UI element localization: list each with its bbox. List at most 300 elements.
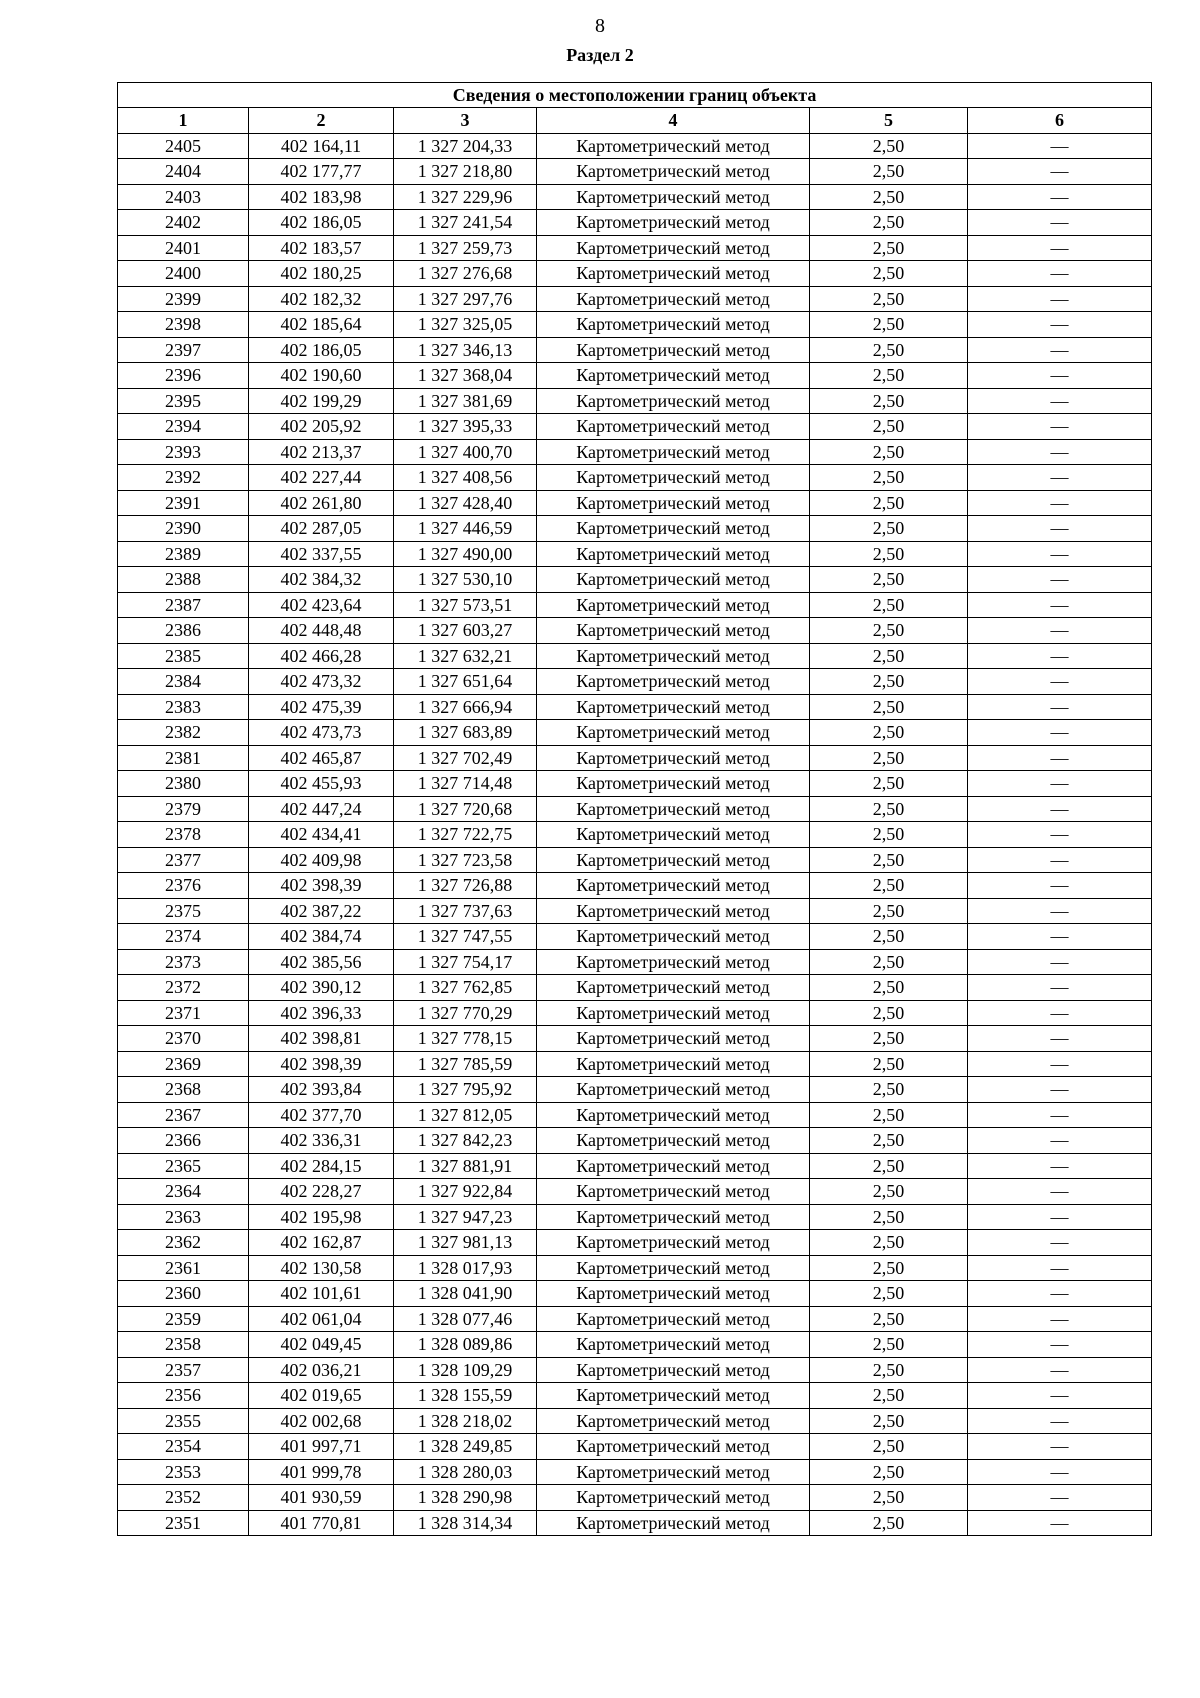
cell-point-number: 2388 bbox=[118, 567, 249, 593]
cell-point-number: 2378 bbox=[118, 822, 249, 848]
cell-point-number: 2400 bbox=[118, 261, 249, 287]
cell-note: — bbox=[968, 1357, 1152, 1383]
cell-accuracy: 2,50 bbox=[810, 1255, 968, 1281]
cell-coord-x: 402 195,98 bbox=[249, 1204, 394, 1230]
cell-coord-y: 1 327 276,68 bbox=[394, 261, 537, 287]
cell-coord-x: 402 398,81 bbox=[249, 1026, 394, 1052]
cell-accuracy: 2,50 bbox=[810, 924, 968, 950]
cell-accuracy: 2,50 bbox=[810, 541, 968, 567]
cell-method: Картометрический метод bbox=[537, 1408, 810, 1434]
cell-point-number: 2376 bbox=[118, 873, 249, 899]
cell-coord-y: 1 327 754,17 bbox=[394, 949, 537, 975]
table-row bbox=[118, 669, 1152, 695]
column-header-2: 2 bbox=[249, 108, 394, 134]
table-row bbox=[118, 1510, 1152, 1536]
cell-accuracy: 2,50 bbox=[810, 771, 968, 797]
cell-point-number: 2381 bbox=[118, 745, 249, 771]
table-row bbox=[118, 1459, 1152, 1485]
table-row bbox=[118, 414, 1152, 440]
cell-accuracy: 2,50 bbox=[810, 388, 968, 414]
cell-point-number: 2361 bbox=[118, 1255, 249, 1281]
cell-coord-x: 402 002,68 bbox=[249, 1408, 394, 1434]
cell-point-number: 2370 bbox=[118, 1026, 249, 1052]
cell-coord-y: 1 327 981,13 bbox=[394, 1230, 537, 1256]
cell-point-number: 2351 bbox=[118, 1510, 249, 1536]
section-title: Раздел 2 bbox=[566, 45, 634, 65]
cell-coord-y: 1 328 314,34 bbox=[394, 1510, 537, 1536]
cell-note: — bbox=[968, 439, 1152, 465]
table-row bbox=[118, 1357, 1152, 1383]
cell-note: — bbox=[968, 516, 1152, 542]
table-row bbox=[118, 1332, 1152, 1358]
cell-method: Картометрический метод bbox=[537, 465, 810, 491]
table-row bbox=[118, 133, 1152, 159]
cell-coord-y: 1 328 155,59 bbox=[394, 1383, 537, 1409]
cell-note: — bbox=[968, 1485, 1152, 1511]
cell-method: Картометрический метод bbox=[537, 133, 810, 159]
cell-coord-x: 402 434,41 bbox=[249, 822, 394, 848]
cell-accuracy: 2,50 bbox=[810, 898, 968, 924]
cell-coord-y: 1 327 408,56 bbox=[394, 465, 537, 491]
cell-coord-x: 402 185,64 bbox=[249, 312, 394, 338]
table-row bbox=[118, 210, 1152, 236]
cell-point-number: 2352 bbox=[118, 1485, 249, 1511]
cell-coord-y: 1 327 778,15 bbox=[394, 1026, 537, 1052]
cell-point-number: 2399 bbox=[118, 286, 249, 312]
cell-accuracy: 2,50 bbox=[810, 669, 968, 695]
cell-coord-x: 402 387,22 bbox=[249, 898, 394, 924]
cell-note: — bbox=[968, 1383, 1152, 1409]
cell-accuracy: 2,50 bbox=[810, 465, 968, 491]
cell-method: Картометрический метод bbox=[537, 312, 810, 338]
cell-method: Картометрический метод bbox=[537, 745, 810, 771]
column-header-1: 1 bbox=[118, 108, 249, 134]
table-row bbox=[118, 1383, 1152, 1409]
cell-note: — bbox=[968, 1408, 1152, 1434]
cell-accuracy: 2,50 bbox=[810, 720, 968, 746]
table-row bbox=[118, 1281, 1152, 1307]
cell-method: Картометрический метод bbox=[537, 261, 810, 287]
cell-method: Картометрический метод bbox=[537, 1230, 810, 1256]
cell-note: — bbox=[968, 618, 1152, 644]
cell-point-number: 2373 bbox=[118, 949, 249, 975]
cell-coord-y: 1 327 218,80 bbox=[394, 159, 537, 185]
table-row bbox=[118, 286, 1152, 312]
table-row bbox=[118, 822, 1152, 848]
cell-point-number: 2358 bbox=[118, 1332, 249, 1358]
page-number: 8 bbox=[595, 15, 605, 37]
cell-coord-x: 402 473,73 bbox=[249, 720, 394, 746]
table-row bbox=[118, 771, 1152, 797]
table-row bbox=[118, 1434, 1152, 1460]
table-row bbox=[118, 184, 1152, 210]
cell-point-number: 2401 bbox=[118, 235, 249, 261]
cell-coord-x: 402 213,37 bbox=[249, 439, 394, 465]
cell-coord-x: 402 183,98 bbox=[249, 184, 394, 210]
cell-coord-y: 1 327 573,51 bbox=[394, 592, 537, 618]
cell-method: Картометрический метод bbox=[537, 541, 810, 567]
cell-coord-x: 402 061,04 bbox=[249, 1306, 394, 1332]
cell-accuracy: 2,50 bbox=[810, 1281, 968, 1307]
cell-accuracy: 2,50 bbox=[810, 1153, 968, 1179]
cell-method: Картометрический метод bbox=[537, 567, 810, 593]
cell-note: — bbox=[968, 1128, 1152, 1154]
cell-note: — bbox=[968, 1459, 1152, 1485]
table-row bbox=[118, 1128, 1152, 1154]
cell-method: Картометрический метод bbox=[537, 1434, 810, 1460]
cell-point-number: 2367 bbox=[118, 1102, 249, 1128]
cell-coord-x: 402 287,05 bbox=[249, 516, 394, 542]
cell-note: — bbox=[968, 643, 1152, 669]
cell-method: Картометрический метод bbox=[537, 949, 810, 975]
cell-accuracy: 2,50 bbox=[810, 1026, 968, 1052]
table-row bbox=[118, 1026, 1152, 1052]
cell-coord-x: 401 999,78 bbox=[249, 1459, 394, 1485]
cell-coord-y: 1 327 229,96 bbox=[394, 184, 537, 210]
cell-coord-y: 1 327 720,68 bbox=[394, 796, 537, 822]
cell-coord-y: 1 327 241,54 bbox=[394, 210, 537, 236]
cell-accuracy: 2,50 bbox=[810, 1230, 968, 1256]
cell-note: — bbox=[968, 694, 1152, 720]
cell-point-number: 2374 bbox=[118, 924, 249, 950]
table-row bbox=[118, 745, 1152, 771]
cell-method: Картометрический метод bbox=[537, 1204, 810, 1230]
cell-accuracy: 2,50 bbox=[810, 1434, 968, 1460]
table-row bbox=[118, 1102, 1152, 1128]
cell-point-number: 2393 bbox=[118, 439, 249, 465]
cell-point-number: 2368 bbox=[118, 1077, 249, 1103]
cell-coord-y: 1 327 770,29 bbox=[394, 1000, 537, 1026]
cell-coord-x: 402 019,65 bbox=[249, 1383, 394, 1409]
cell-coord-y: 1 327 762,85 bbox=[394, 975, 537, 1001]
cell-coord-y: 1 327 722,75 bbox=[394, 822, 537, 848]
cell-accuracy: 2,50 bbox=[810, 312, 968, 338]
cell-coord-x: 402 384,74 bbox=[249, 924, 394, 950]
cell-note: — bbox=[968, 210, 1152, 236]
column-header-6: 6 bbox=[968, 108, 1152, 134]
table-row bbox=[118, 1204, 1152, 1230]
cell-method: Картометрический метод bbox=[537, 592, 810, 618]
cell-coord-x: 402 377,70 bbox=[249, 1102, 394, 1128]
table-row bbox=[118, 873, 1152, 899]
cell-accuracy: 2,50 bbox=[810, 363, 968, 389]
cell-accuracy: 2,50 bbox=[810, 618, 968, 644]
table-row bbox=[118, 235, 1152, 261]
cell-note: — bbox=[968, 541, 1152, 567]
table-row bbox=[118, 1179, 1152, 1205]
table-row bbox=[118, 516, 1152, 542]
cell-coord-y: 1 328 041,90 bbox=[394, 1281, 537, 1307]
cell-point-number: 2398 bbox=[118, 312, 249, 338]
table-row bbox=[118, 541, 1152, 567]
cell-coord-x: 402 390,12 bbox=[249, 975, 394, 1001]
cell-accuracy: 2,50 bbox=[810, 796, 968, 822]
table-row bbox=[118, 1077, 1152, 1103]
cell-note: — bbox=[968, 363, 1152, 389]
cell-coord-y: 1 327 395,33 bbox=[394, 414, 537, 440]
cell-coord-y: 1 328 218,02 bbox=[394, 1408, 537, 1434]
cell-coord-y: 1 327 785,59 bbox=[394, 1051, 537, 1077]
cell-coord-y: 1 327 714,48 bbox=[394, 771, 537, 797]
cell-coord-y: 1 327 842,23 bbox=[394, 1128, 537, 1154]
cell-accuracy: 2,50 bbox=[810, 1128, 968, 1154]
cell-method: Картометрический метод bbox=[537, 618, 810, 644]
table-row bbox=[118, 592, 1152, 618]
cell-note: — bbox=[968, 286, 1152, 312]
cell-point-number: 2389 bbox=[118, 541, 249, 567]
table-caption: Сведения о местоположении границ объекта bbox=[118, 83, 1152, 108]
cell-accuracy: 2,50 bbox=[810, 592, 968, 618]
table-row bbox=[118, 1485, 1152, 1511]
cell-method: Картометрический метод bbox=[537, 414, 810, 440]
cell-note: — bbox=[968, 592, 1152, 618]
cell-accuracy: 2,50 bbox=[810, 1459, 968, 1485]
cell-coord-x: 402 385,56 bbox=[249, 949, 394, 975]
cell-coord-x: 402 186,05 bbox=[249, 210, 394, 236]
cell-point-number: 2394 bbox=[118, 414, 249, 440]
cell-point-number: 2391 bbox=[118, 490, 249, 516]
cell-coord-x: 402 190,60 bbox=[249, 363, 394, 389]
cell-coord-x: 402 466,28 bbox=[249, 643, 394, 669]
cell-coord-x: 402 423,64 bbox=[249, 592, 394, 618]
cell-note: — bbox=[968, 184, 1152, 210]
cell-point-number: 2364 bbox=[118, 1179, 249, 1205]
table-row bbox=[118, 720, 1152, 746]
column-header-3: 3 bbox=[394, 108, 537, 134]
cell-accuracy: 2,50 bbox=[810, 516, 968, 542]
cell-coord-x: 402 475,39 bbox=[249, 694, 394, 720]
table-row bbox=[118, 337, 1152, 363]
cell-note: — bbox=[968, 1102, 1152, 1128]
cell-accuracy: 2,50 bbox=[810, 490, 968, 516]
cell-point-number: 2355 bbox=[118, 1408, 249, 1434]
cell-accuracy: 2,50 bbox=[810, 567, 968, 593]
cell-note: — bbox=[968, 1077, 1152, 1103]
cell-note: — bbox=[968, 1204, 1152, 1230]
cell-method: Картометрический метод bbox=[537, 975, 810, 1001]
cell-coord-x: 402 164,11 bbox=[249, 133, 394, 159]
cell-coord-y: 1 327 446,59 bbox=[394, 516, 537, 542]
cell-coord-y: 1 327 812,05 bbox=[394, 1102, 537, 1128]
cell-note: — bbox=[968, 1026, 1152, 1052]
cell-note: — bbox=[968, 235, 1152, 261]
cell-coord-x: 402 183,57 bbox=[249, 235, 394, 261]
cell-method: Картометрический метод bbox=[537, 873, 810, 899]
cell-point-number: 2377 bbox=[118, 847, 249, 873]
cell-point-number: 2375 bbox=[118, 898, 249, 924]
cell-method: Картометрический метод bbox=[537, 1306, 810, 1332]
cell-method: Картометрический метод bbox=[537, 1255, 810, 1281]
cell-method: Картометрический метод bbox=[537, 159, 810, 185]
cell-coord-x: 402 186,05 bbox=[249, 337, 394, 363]
cell-method: Картометрический метод bbox=[537, 439, 810, 465]
table-row bbox=[118, 898, 1152, 924]
cell-coord-x: 402 447,24 bbox=[249, 796, 394, 822]
cell-coord-x: 402 284,15 bbox=[249, 1153, 394, 1179]
cell-coord-x: 402 228,27 bbox=[249, 1179, 394, 1205]
cell-coord-y: 1 327 737,63 bbox=[394, 898, 537, 924]
cell-coord-y: 1 327 204,33 bbox=[394, 133, 537, 159]
cell-coord-x: 401 930,59 bbox=[249, 1485, 394, 1511]
cell-coord-x: 402 036,21 bbox=[249, 1357, 394, 1383]
cell-note: — bbox=[968, 414, 1152, 440]
cell-coord-y: 1 328 280,03 bbox=[394, 1459, 537, 1485]
cell-point-number: 2371 bbox=[118, 1000, 249, 1026]
cell-method: Картометрический метод bbox=[537, 720, 810, 746]
cell-accuracy: 2,50 bbox=[810, 975, 968, 1001]
cell-coord-y: 1 327 683,89 bbox=[394, 720, 537, 746]
cell-method: Картометрический метод bbox=[537, 847, 810, 873]
cell-method: Картометрический метод bbox=[537, 1026, 810, 1052]
cell-accuracy: 2,50 bbox=[810, 1051, 968, 1077]
cell-point-number: 2392 bbox=[118, 465, 249, 491]
cell-coord-y: 1 327 632,21 bbox=[394, 643, 537, 669]
cell-accuracy: 2,50 bbox=[810, 873, 968, 899]
cell-note: — bbox=[968, 924, 1152, 950]
cell-method: Картометрический метод bbox=[537, 286, 810, 312]
cell-method: Картометрический метод bbox=[537, 1000, 810, 1026]
cell-method: Картометрический метод bbox=[537, 184, 810, 210]
cell-point-number: 2390 bbox=[118, 516, 249, 542]
cell-method: Картометрический метод bbox=[537, 1485, 810, 1511]
cell-note: — bbox=[968, 567, 1152, 593]
cell-point-number: 2357 bbox=[118, 1357, 249, 1383]
cell-point-number: 2363 bbox=[118, 1204, 249, 1230]
cell-point-number: 2356 bbox=[118, 1383, 249, 1409]
cell-accuracy: 2,50 bbox=[810, 1306, 968, 1332]
cell-note: — bbox=[968, 261, 1152, 287]
cell-accuracy: 2,50 bbox=[810, 159, 968, 185]
cell-coord-y: 1 327 947,23 bbox=[394, 1204, 537, 1230]
cell-coord-y: 1 327 922,84 bbox=[394, 1179, 537, 1205]
table-row bbox=[118, 847, 1152, 873]
table-row bbox=[118, 694, 1152, 720]
table-row bbox=[118, 1051, 1152, 1077]
cell-coord-x: 402 101,61 bbox=[249, 1281, 394, 1307]
cell-point-number: 2403 bbox=[118, 184, 249, 210]
cell-method: Картометрический метод bbox=[537, 1153, 810, 1179]
table-row bbox=[118, 490, 1152, 516]
cell-coord-x: 402 227,44 bbox=[249, 465, 394, 491]
cell-accuracy: 2,50 bbox=[810, 1332, 968, 1358]
cell-point-number: 2397 bbox=[118, 337, 249, 363]
column-header-4: 4 bbox=[537, 108, 810, 134]
table-row bbox=[118, 618, 1152, 644]
cell-point-number: 2384 bbox=[118, 669, 249, 695]
cell-coord-x: 402 465,87 bbox=[249, 745, 394, 771]
cell-coord-y: 1 327 881,91 bbox=[394, 1153, 537, 1179]
cell-coord-x: 402 455,93 bbox=[249, 771, 394, 797]
cell-coord-x: 402 049,45 bbox=[249, 1332, 394, 1358]
cell-accuracy: 2,50 bbox=[810, 822, 968, 848]
cell-accuracy: 2,50 bbox=[810, 1204, 968, 1230]
cell-accuracy: 2,50 bbox=[810, 210, 968, 236]
cell-note: — bbox=[968, 1000, 1152, 1026]
table-row bbox=[118, 439, 1152, 465]
cell-point-number: 2402 bbox=[118, 210, 249, 236]
cell-coord-x: 401 997,71 bbox=[249, 1434, 394, 1460]
cell-point-number: 2372 bbox=[118, 975, 249, 1001]
cell-note: — bbox=[968, 133, 1152, 159]
cell-note: — bbox=[968, 1306, 1152, 1332]
cell-method: Картометрический метод bbox=[537, 1179, 810, 1205]
cell-coord-y: 1 327 490,00 bbox=[394, 541, 537, 567]
cell-point-number: 2379 bbox=[118, 796, 249, 822]
cell-method: Картометрический метод bbox=[537, 1128, 810, 1154]
cell-note: — bbox=[968, 1230, 1152, 1256]
cell-note: — bbox=[968, 796, 1152, 822]
cell-accuracy: 2,50 bbox=[810, 694, 968, 720]
cell-accuracy: 2,50 bbox=[810, 286, 968, 312]
cell-accuracy: 2,50 bbox=[810, 1000, 968, 1026]
cell-accuracy: 2,50 bbox=[810, 1357, 968, 1383]
cell-note: — bbox=[968, 975, 1152, 1001]
cell-method: Картометрический метод bbox=[537, 1383, 810, 1409]
cell-coord-y: 1 328 077,46 bbox=[394, 1306, 537, 1332]
table-row bbox=[118, 924, 1152, 950]
cell-coord-x: 402 384,32 bbox=[249, 567, 394, 593]
cell-method: Картометрический метод bbox=[537, 643, 810, 669]
cell-method: Картометрический метод bbox=[537, 490, 810, 516]
cell-method: Картометрический метод bbox=[537, 924, 810, 950]
cell-point-number: 2362 bbox=[118, 1230, 249, 1256]
cell-method: Картометрический метод bbox=[537, 1510, 810, 1536]
cell-coord-x: 402 180,25 bbox=[249, 261, 394, 287]
table-row bbox=[118, 1000, 1152, 1026]
table-row bbox=[118, 1153, 1152, 1179]
table-row bbox=[118, 261, 1152, 287]
cell-note: — bbox=[968, 159, 1152, 185]
cell-accuracy: 2,50 bbox=[810, 1408, 968, 1434]
cell-method: Картометрический метод bbox=[537, 1077, 810, 1103]
cell-note: — bbox=[968, 898, 1152, 924]
cell-coord-y: 1 327 723,58 bbox=[394, 847, 537, 873]
cell-note: — bbox=[968, 1332, 1152, 1358]
cell-method: Картометрический метод bbox=[537, 1051, 810, 1077]
cell-accuracy: 2,50 bbox=[810, 745, 968, 771]
cell-note: — bbox=[968, 1153, 1152, 1179]
cell-coord-y: 1 327 400,70 bbox=[394, 439, 537, 465]
cell-note: — bbox=[968, 720, 1152, 746]
table-row bbox=[118, 975, 1152, 1001]
cell-method: Картометрический метод bbox=[537, 388, 810, 414]
cell-coord-y: 1 328 109,29 bbox=[394, 1357, 537, 1383]
cell-note: — bbox=[968, 1434, 1152, 1460]
cell-accuracy: 2,50 bbox=[810, 847, 968, 873]
cell-coord-y: 1 328 017,93 bbox=[394, 1255, 537, 1281]
cell-coord-x: 401 770,81 bbox=[249, 1510, 394, 1536]
cell-accuracy: 2,50 bbox=[810, 1102, 968, 1128]
cell-point-number: 2382 bbox=[118, 720, 249, 746]
cell-note: — bbox=[968, 1051, 1152, 1077]
cell-accuracy: 2,50 bbox=[810, 1383, 968, 1409]
cell-point-number: 2353 bbox=[118, 1459, 249, 1485]
cell-method: Картометрический метод bbox=[537, 1332, 810, 1358]
cell-coord-y: 1 327 530,10 bbox=[394, 567, 537, 593]
cell-coord-y: 1 327 346,13 bbox=[394, 337, 537, 363]
cell-method: Картометрический метод bbox=[537, 337, 810, 363]
table-row bbox=[118, 949, 1152, 975]
cell-method: Картометрический метод bbox=[537, 669, 810, 695]
table-row bbox=[118, 159, 1152, 185]
coordinates-table bbox=[117, 82, 1152, 1536]
table-row bbox=[118, 388, 1152, 414]
table-body bbox=[118, 133, 1152, 1536]
cell-method: Картометрический метод bbox=[537, 210, 810, 236]
cell-method: Картометрический метод bbox=[537, 1102, 810, 1128]
cell-point-number: 2386 bbox=[118, 618, 249, 644]
table-row bbox=[118, 363, 1152, 389]
